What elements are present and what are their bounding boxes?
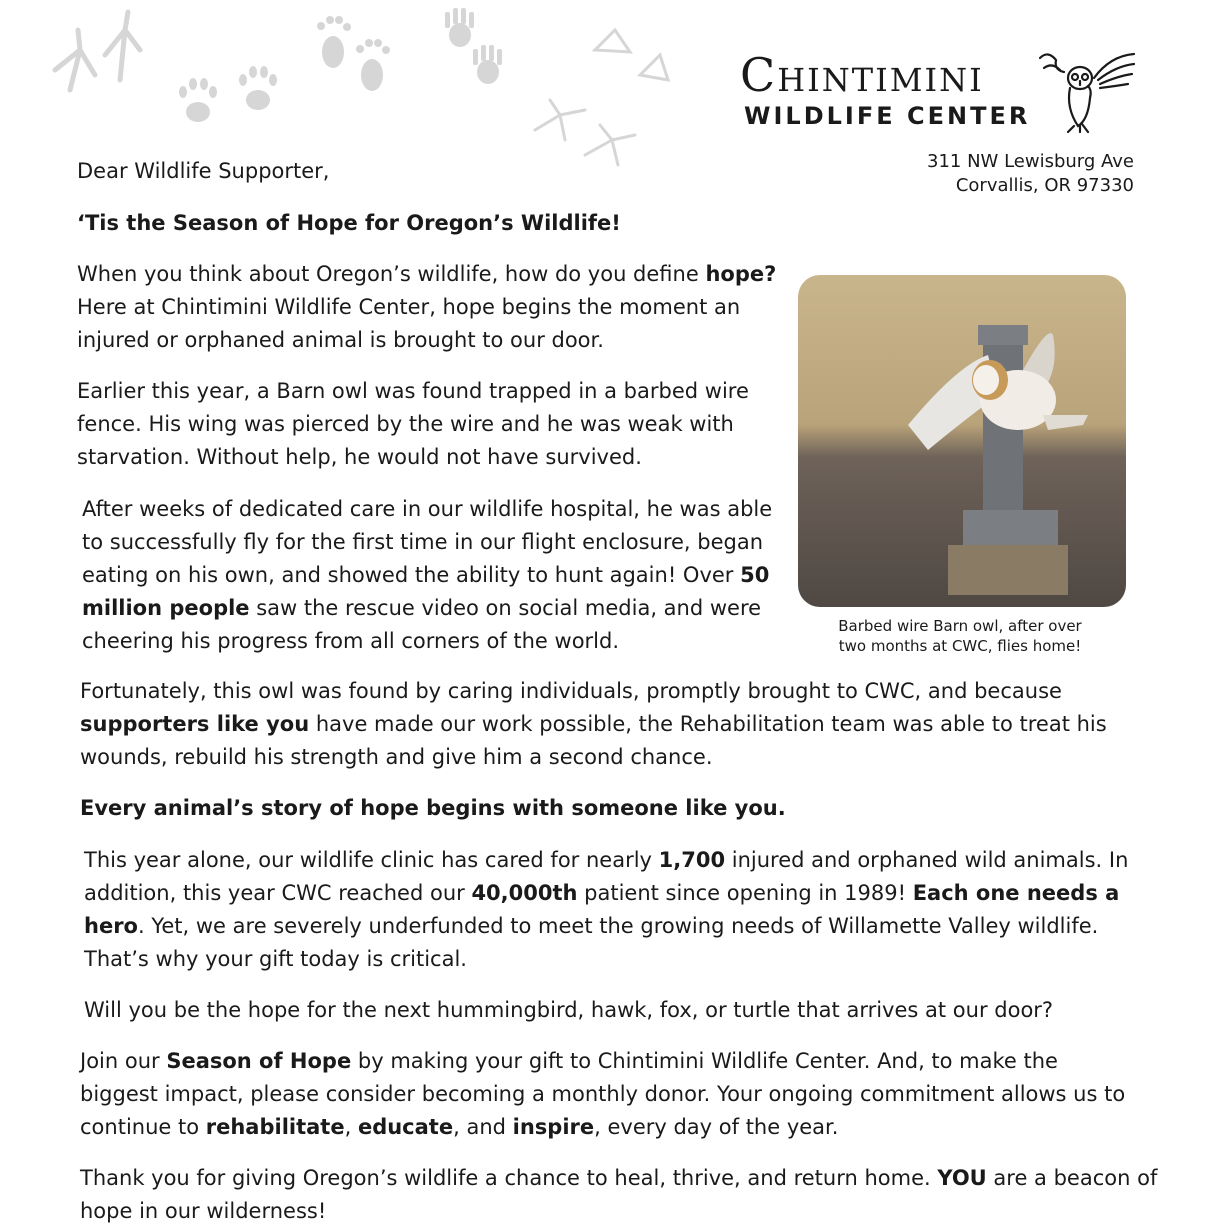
emphasis-1700: 1,700 [658,848,726,872]
greeting: Dear Wildlife Supporter, [77,159,330,183]
paw-track-icon [179,66,277,122]
paragraph-question: Will you be the hope for the next hummingbird, hawk, fox, or turtle that arrives at our door? [84,998,1054,1022]
text-span: , [344,1115,358,1139]
text-span: Thank you for giving Oregon’s wildlife a chance to heal, thrive, and return home. [80,1166,938,1190]
address-line-2: Corvallis, OR 97330 [955,175,1134,196]
logo [740,48,1140,138]
emphasis-hero: Each one needs a hero [84,881,1120,938]
emphasis-educate: educate [357,1115,454,1139]
photo-caption [798,616,1122,656]
caption-line-1: Barbed wire Barn owl, after over [838,617,1082,635]
emphasis-50-million: 50 million people [82,563,770,620]
text-span: . Yet, we are severely underfunded to meet the growing needs of Willamette Valley wildlife. That’s why your gift today is critical. [84,914,1099,971]
paragraph-season-of-hope [80,1045,1140,1144]
paragraph-clinic-stats [84,844,1140,976]
emphasis-rehabilitate: rehabilitate [205,1115,345,1139]
emphasis-you: YOU [937,1166,987,1190]
paragraph-hope [77,258,787,357]
paragraph-thank-you [80,1162,1170,1228]
address-block [927,150,1134,198]
paragraph-owl-recovery [82,493,787,658]
emphasis-season-of-hope: Season of Hope [166,1049,352,1073]
emphasis-40000th: 40,000th [471,881,578,905]
emphasis-supporters: supporters like you [80,712,310,736]
owl-icon [1038,48,1138,134]
address-line-1: 311 NW Lewisburg Ave [927,151,1134,172]
logo-title [740,48,984,102]
duck-track-icon [535,30,668,165]
barn-owl-image [798,275,1126,607]
logo-title-text: Chintimini [740,48,984,102]
text-span: , every day of the year. [594,1115,839,1139]
text-span: Join our [80,1049,167,1073]
letter-headline: ‘Tis the Season of Hope for Oregon’s Wildlife! [77,211,621,235]
paragraph-story-of-hope: Every animal’s story of hope begins with someone like you. [80,796,786,820]
caption-line-2: two months at CWC, flies home! [838,637,1082,655]
hand-track-icon [445,8,502,84]
text-span: by making your gift to Chintimini Wildlife Center. And, to make the biggest impact, please consider becoming a monthly donor. Your ongoing commitment allows us to continue to [80,1049,1126,1139]
paragraph-owl-found: Earlier this year, a Barn owl was found trapped in a barbed wire fence. His wing was pierced by the wire and he was weak with starvation. Without help, he would not have survived. [77,379,749,469]
emphasis-hope: hope? [705,262,777,286]
bird-track-icon [55,12,140,90]
text-span: Fortunately, this owl was found by caring individuals, promptly brought to CWC, and because [80,679,1062,703]
text-span: are a beacon of hope in our wilderness! [80,1166,1158,1223]
text-span: have made our work possible, the Rehabilitation team was able to treat his wounds, rebuild his strength and give him a second chance. [80,712,1107,769]
text-span: , and [453,1115,513,1139]
text-span: injured and orphaned wild animals. In addition, this year CWC reached our [84,848,1129,905]
emphasis-inspire: inspire [512,1115,595,1139]
bear-track-icon [317,16,390,91]
barn-owl-photo [798,275,1126,607]
logo-subtitle: WILDLIFE CENTER [744,102,1031,130]
text-span: After weeks of dedicated care in our wildlife hospital, he was able to successfully fly for the first time in our flight enclosure, began eating on his own, and showed the ability to hunt again! Over [82,497,773,587]
text-span: When you think about Oregon’s wildlife, how do you define [77,262,706,286]
paragraph-supporters [80,675,1140,774]
text-span: saw the rescue video on social media, and were cheering his progress from all corners of the world. [82,596,762,653]
text-span: patient since opening in 1989! [577,881,913,905]
text-span: This year alone, our wildlife clinic has cared for nearly [84,848,659,872]
text-span: Here at Chintimini Wildlife Center, hope begins the moment an injured or orphaned animal is brought to our door. [77,295,741,352]
